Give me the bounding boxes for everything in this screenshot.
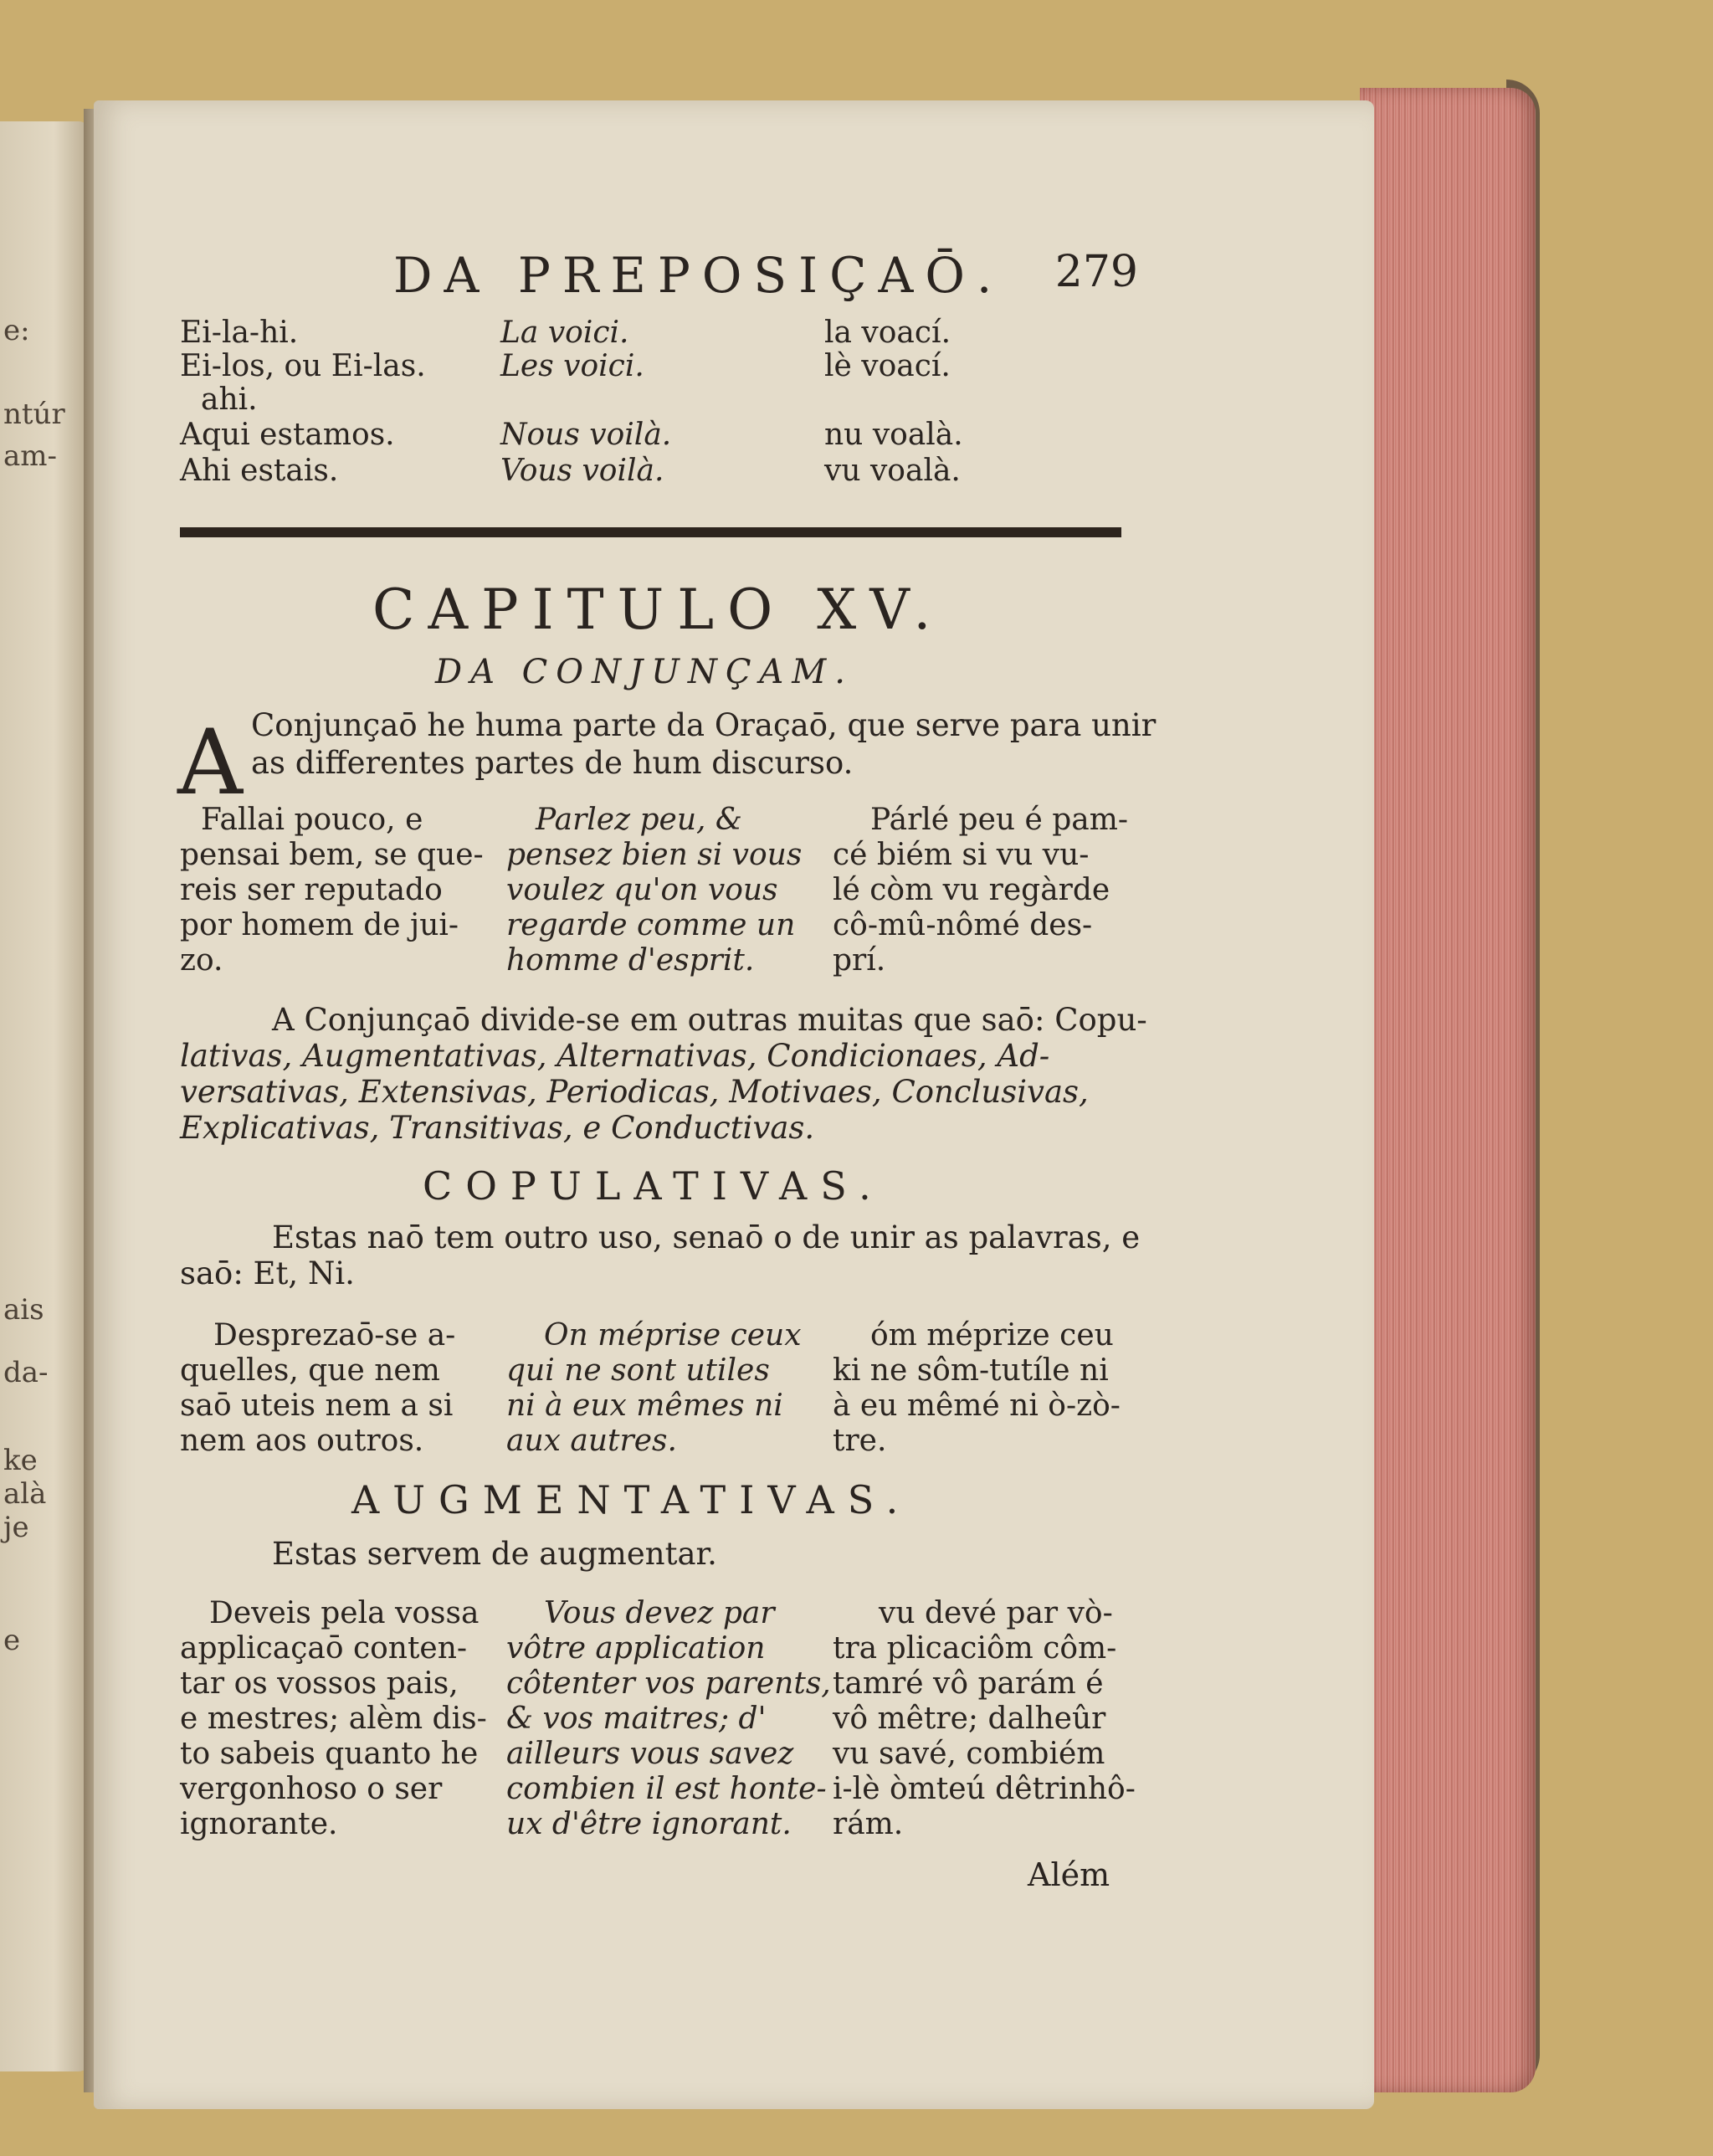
example-pron-line: óm méprize ceu bbox=[870, 1318, 1114, 1353]
example-pron-line: cô-mû-nômé des- bbox=[833, 908, 1093, 942]
example-pt-line: to sabeis quanto he bbox=[180, 1737, 479, 1771]
example-pron-line: rám. bbox=[833, 1807, 904, 1841]
example-fr-line: aux autres. bbox=[506, 1424, 677, 1458]
table-cell-fr: Nous voilà. bbox=[500, 418, 672, 452]
example-fr-line: regarde comme un bbox=[506, 908, 796, 942]
example-pt-line: vergonhoso o ser bbox=[180, 1772, 443, 1806]
chapter-rule bbox=[180, 527, 1121, 537]
example-pt-line: nem aos outros. bbox=[180, 1424, 424, 1458]
division-line: lativas, Augmentativas, Alternativas, Condicionaes, Ad- bbox=[180, 1038, 1050, 1074]
table-cell-pt: ahi. bbox=[201, 382, 258, 417]
example-fr-line: Vous devez par bbox=[544, 1596, 775, 1630]
example-pron-line: vu devé par vò- bbox=[879, 1596, 1113, 1630]
example-pron-line: vu savé, combiém bbox=[833, 1737, 1105, 1771]
division-line: versativas, Extensivas, Periodicas, Motivaes, Conclusivas, bbox=[180, 1074, 1089, 1110]
example-fr-line: ailleurs vous savez bbox=[506, 1737, 794, 1771]
example-pron-line: lé còm vu regàrde bbox=[833, 873, 1110, 907]
example-fr-line: combien il est honte- bbox=[506, 1772, 827, 1806]
catchword: Além bbox=[1028, 1856, 1110, 1893]
section-heading-augmentativas: AUGMENTATIVAS. bbox=[351, 1477, 912, 1522]
table-cell-pt: Ei-los, ou Ei-las. bbox=[180, 349, 426, 383]
example-pron-line: tamré vô parám é bbox=[833, 1666, 1104, 1701]
example-pt-line: saō uteis nem a si bbox=[180, 1389, 454, 1423]
facing-page-fragment: e bbox=[3, 1624, 21, 1657]
example-pron-line: vô mêtre; dalheûr bbox=[833, 1702, 1106, 1736]
augmentativas-text: Estas servem de augmentar. bbox=[272, 1536, 717, 1572]
table-cell-fr: Vous voilà. bbox=[500, 454, 664, 488]
example-fr-line: ux d'être ignorant. bbox=[506, 1807, 792, 1841]
copulativas-text-line: Estas naō tem outro uso, senaō o de unir as palavras, e bbox=[272, 1219, 1141, 1255]
example-pron-line: i-lè òmteú dêtrinhô- bbox=[833, 1772, 1136, 1806]
facing-page-edge bbox=[0, 121, 90, 2071]
table-cell-pt: Ahi estais. bbox=[180, 454, 339, 488]
copulativas-text-line: saō: Et, Ni. bbox=[180, 1255, 355, 1291]
example-fr-line: côtenter vos parents, bbox=[506, 1666, 831, 1701]
example-fr-line: On méprise ceux bbox=[544, 1318, 802, 1353]
example-pt-line: Deveis pela vossa bbox=[209, 1596, 480, 1630]
facing-page-fragment: alà bbox=[3, 1477, 47, 1511]
example-pt-line: ignorante. bbox=[180, 1807, 338, 1841]
section-heading-copulativas: COPULATIVAS. bbox=[423, 1163, 885, 1209]
example-pt-line: Desprezaō-se a- bbox=[213, 1318, 456, 1353]
table-cell-pron: la voací. bbox=[824, 316, 951, 350]
chapter-subtitle: DA CONJUNÇAM. bbox=[435, 653, 854, 691]
example-fr-line: voulez qu'on vous bbox=[506, 873, 778, 907]
facing-page-fragment: ais bbox=[3, 1293, 44, 1327]
drop-cap: A bbox=[177, 711, 243, 815]
running-title: DA PREPOSIÇAŌ. bbox=[393, 247, 1004, 304]
intro-line: Conjunçaō he huma parte da Oraçaō, que serve para unir bbox=[251, 707, 1157, 743]
page-edges bbox=[1360, 88, 1536, 2092]
division-line: Explicativas, Transitivas, e Conductivas. bbox=[180, 1110, 815, 1146]
example-pt-line: pensai bem, se que- bbox=[180, 838, 484, 872]
example-pt-line: zo. bbox=[180, 943, 223, 978]
example-pt-line: Fallai pouco, e bbox=[201, 803, 423, 837]
chapter-title: CAPITULO XV. bbox=[372, 578, 945, 642]
example-pt-line: tar os vossos pais, bbox=[180, 1666, 459, 1701]
page-header bbox=[393, 247, 1138, 305]
table-cell-pron: nu voalà. bbox=[824, 418, 963, 452]
facing-page-fragment: je bbox=[3, 1511, 29, 1544]
example-pron-line: tre. bbox=[833, 1424, 887, 1458]
facing-page-fragment: da- bbox=[3, 1356, 49, 1389]
table-cell-fr: Les voici. bbox=[500, 349, 644, 383]
example-pt-line: e mestres; alèm dis- bbox=[180, 1702, 487, 1736]
example-pt-line: por homem de jui- bbox=[180, 908, 459, 942]
example-fr-line: pensez bien si vous bbox=[506, 838, 803, 872]
example-pt-line: applicaçaō conten- bbox=[180, 1631, 468, 1666]
table-cell-pron: vu voalà. bbox=[824, 454, 961, 488]
table-cell-pron: lè voací. bbox=[824, 349, 951, 383]
example-fr-line: qui ne sont utiles bbox=[506, 1353, 770, 1388]
page-number: 279 bbox=[1054, 247, 1138, 297]
example-fr-line: & vos maitres; d' bbox=[506, 1702, 767, 1736]
example-pron-line: à eu mêmé ni ò-zò- bbox=[833, 1389, 1121, 1423]
facing-page-fragment: e: bbox=[3, 314, 30, 347]
facing-page-fragment: ntúr bbox=[3, 398, 65, 431]
example-pt-line: quelles, que nem bbox=[180, 1353, 440, 1388]
example-pron-line: Párlé peu é pam- bbox=[870, 803, 1129, 837]
division-line: A Conjunçaō divide-se em outras muitas que saō: Copu- bbox=[272, 1002, 1147, 1038]
facing-page-fragment: ke bbox=[3, 1444, 38, 1477]
table-cell-pt: Ei-la-hi. bbox=[180, 316, 299, 350]
example-fr-line: homme d'esprit. bbox=[506, 943, 755, 978]
example-fr-line: ni à eux mêmes ni bbox=[506, 1389, 783, 1423]
example-pron-line: ki ne sôm-tutíle ni bbox=[833, 1353, 1109, 1388]
example-pron-line: tra plicaciôm côm- bbox=[833, 1631, 1117, 1666]
intro-line: as differentes partes de hum discurso. bbox=[251, 745, 854, 781]
example-pt-line: reis ser reputado bbox=[180, 873, 443, 907]
example-fr-line: Parlez peu, & bbox=[536, 803, 742, 837]
example-pron-line: cé biém si vu vu- bbox=[833, 838, 1090, 872]
table-cell-pt: Aqui estamos. bbox=[180, 418, 395, 452]
facing-page-fragment: am- bbox=[3, 439, 57, 473]
table-cell-fr: La voici. bbox=[500, 316, 629, 350]
example-fr-line: vôtre application bbox=[506, 1631, 766, 1666]
example-pron-line: prí. bbox=[833, 943, 886, 978]
